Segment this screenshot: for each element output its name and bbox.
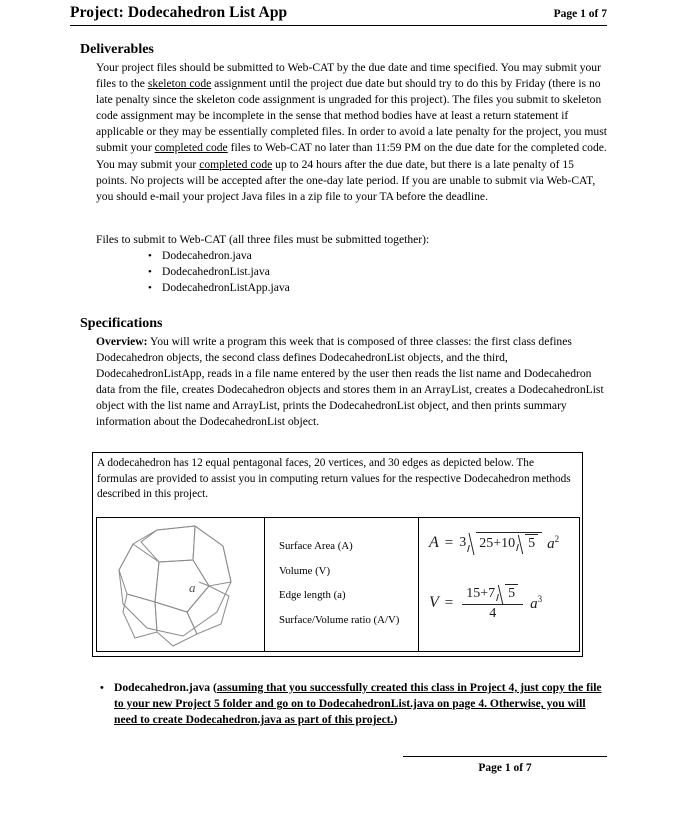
final-bullet-underlined: assuming that you successfully created this class in Project 4, just copy the file to your new Project 5 folder and go on to DodecahedronList.java on page 4. Otherwise, you will need to create Dodecahedron.java as part of this project. [114, 681, 602, 727]
inner-radical-icon [516, 534, 538, 553]
figure-cell-formulas [419, 518, 579, 651]
volume-formula [429, 584, 542, 622]
formula-lhs: A [429, 534, 439, 551]
outer-radical-icon [467, 532, 542, 554]
inner-radical-icon [496, 584, 518, 603]
bullet-dot-icon: • [148, 250, 152, 262]
formula-exponent: 3 [537, 593, 543, 604]
formula-coefficient: 3 [459, 535, 467, 550]
deliverables-file-list [148, 248, 588, 297]
page-title: Project: Dodecahedron List App [70, 4, 288, 21]
deliverables-text-4: up to 24 hours after the due date, but there is a late penalty of 15 points. No projects will be accepted after the one-day late period. If you are unable to submit via Web-CAT, you should e-mail your project Java files in a zip file to your TA before the deadline. [96, 157, 596, 203]
file-name: Dodecahedron.java [162, 249, 252, 262]
property-label: Surface Area (A) [279, 540, 353, 552]
deliverables-underline-3: completed code [199, 157, 273, 171]
property-label-list [279, 534, 399, 632]
figure-note-text: A dodecahedron has 12 equal pentagonal faces, 20 vertices, and 30 edges as depicted below. The formulas are provided to assist you in computing return values for the respective Dodecahedron methods described in this project. [97, 457, 571, 501]
specifications-heading: Specifications [80, 316, 163, 331]
files-intro: Files to submit to Web-CAT (all three files must be submitted together): [96, 233, 430, 246]
formula-exponent: 2 [554, 533, 560, 544]
property-label: Volume (V) [279, 564, 331, 577]
header-divider [70, 25, 607, 26]
formula-variable: a [547, 535, 555, 552]
page-header [70, 4, 607, 22]
surface-area-formula [429, 532, 559, 554]
deliverables-underline-2: completed code [154, 141, 228, 155]
property-label: Edge length (a) [279, 589, 346, 601]
dodecahedron-svg [97, 520, 265, 651]
formula-lhs: V [429, 594, 439, 611]
bullet-dot-icon: • [148, 282, 152, 295]
dodecahedron-figure-box [92, 452, 583, 657]
final-bullet-text [114, 680, 607, 729]
figure-cell-properties [265, 518, 419, 651]
list-item [148, 248, 588, 264]
overview-label: Overview: [96, 335, 148, 348]
figure-table [96, 517, 580, 652]
formula-variable: a [530, 595, 538, 612]
edge-length-label: a [189, 580, 196, 595]
figure-cell-illustration [97, 518, 265, 651]
deliverables-heading: Deliverables [80, 42, 154, 57]
file-name: DodecahedronList.java [162, 265, 270, 279]
specifications-overview [96, 334, 607, 431]
footer-divider [403, 756, 607, 757]
paren-open: ( [212, 681, 217, 694]
deliverables-underline-1: skeleton code [147, 77, 212, 91]
bullet-dot-icon: • [148, 266, 152, 279]
file-name: DodecahedronListApp.java [162, 281, 290, 295]
header-page-indicator: Page 1 of 7 [553, 8, 607, 20]
fraction-numerator: 15+7 [466, 585, 496, 601]
formula-inner-radicand: 5 [508, 586, 516, 601]
dodecahedron-illustration [97, 520, 265, 651]
final-bullet-list [100, 680, 607, 729]
formula-equals: = [444, 594, 454, 611]
overview-text: You will write a program this week that is composed of three classes: the first class defines Dodecahedron objects, the second class defines DodecahedronList objects, and the third, DodecahedronListApp, reads in a file name entered by the user then reads the list name and Dodecahedron data from the file, creates Dodecahedron objects and stores them in an ArrayList, creates a DodecahedronList object with the list name and ArrayList, prints the DodecahedronList object, and then prints summary information about the DodecahedronList object. [96, 335, 604, 429]
footer-page-indicator: Page 1 of 7 [478, 762, 532, 774]
paren-close: ) [393, 713, 398, 727]
list-item [148, 280, 588, 296]
property-label: Surface/Volume ratio (A/V) [279, 613, 400, 626]
fraction [462, 584, 523, 622]
fraction-denominator: 4 [489, 606, 497, 621]
list-item [100, 680, 607, 729]
deliverables-text-3: files to Web-CAT no later than 11:59 PM on the due date for the completed code. You may submit your [96, 141, 607, 171]
bullet-dot-icon: • [100, 682, 104, 694]
formula-equals: = [444, 534, 454, 551]
final-bullet-lead: Dodecahedron.java [114, 681, 213, 694]
formula-inner-radicand: 5 [528, 536, 536, 551]
formula-radicand: 25+10 [479, 535, 516, 551]
deliverables-text-1: Your project files should be submitted to Web-CAT by the due date and time specified. You may submit your files to the [96, 61, 601, 91]
deliverables-paragraph [96, 60, 607, 205]
list-item [148, 264, 588, 280]
deliverables-text-2: assignment until the project due date but should try to do this by Friday (there is no late penalty since the skeleton code assignment is ungraded for this project). The files you submit to skeleton code assignment may be incomplete in the sense that method bodies have at least a return statement if applicable or they may be essentially completed files. In order to avoid a late penalty for the project, you must submit your [96, 77, 607, 155]
